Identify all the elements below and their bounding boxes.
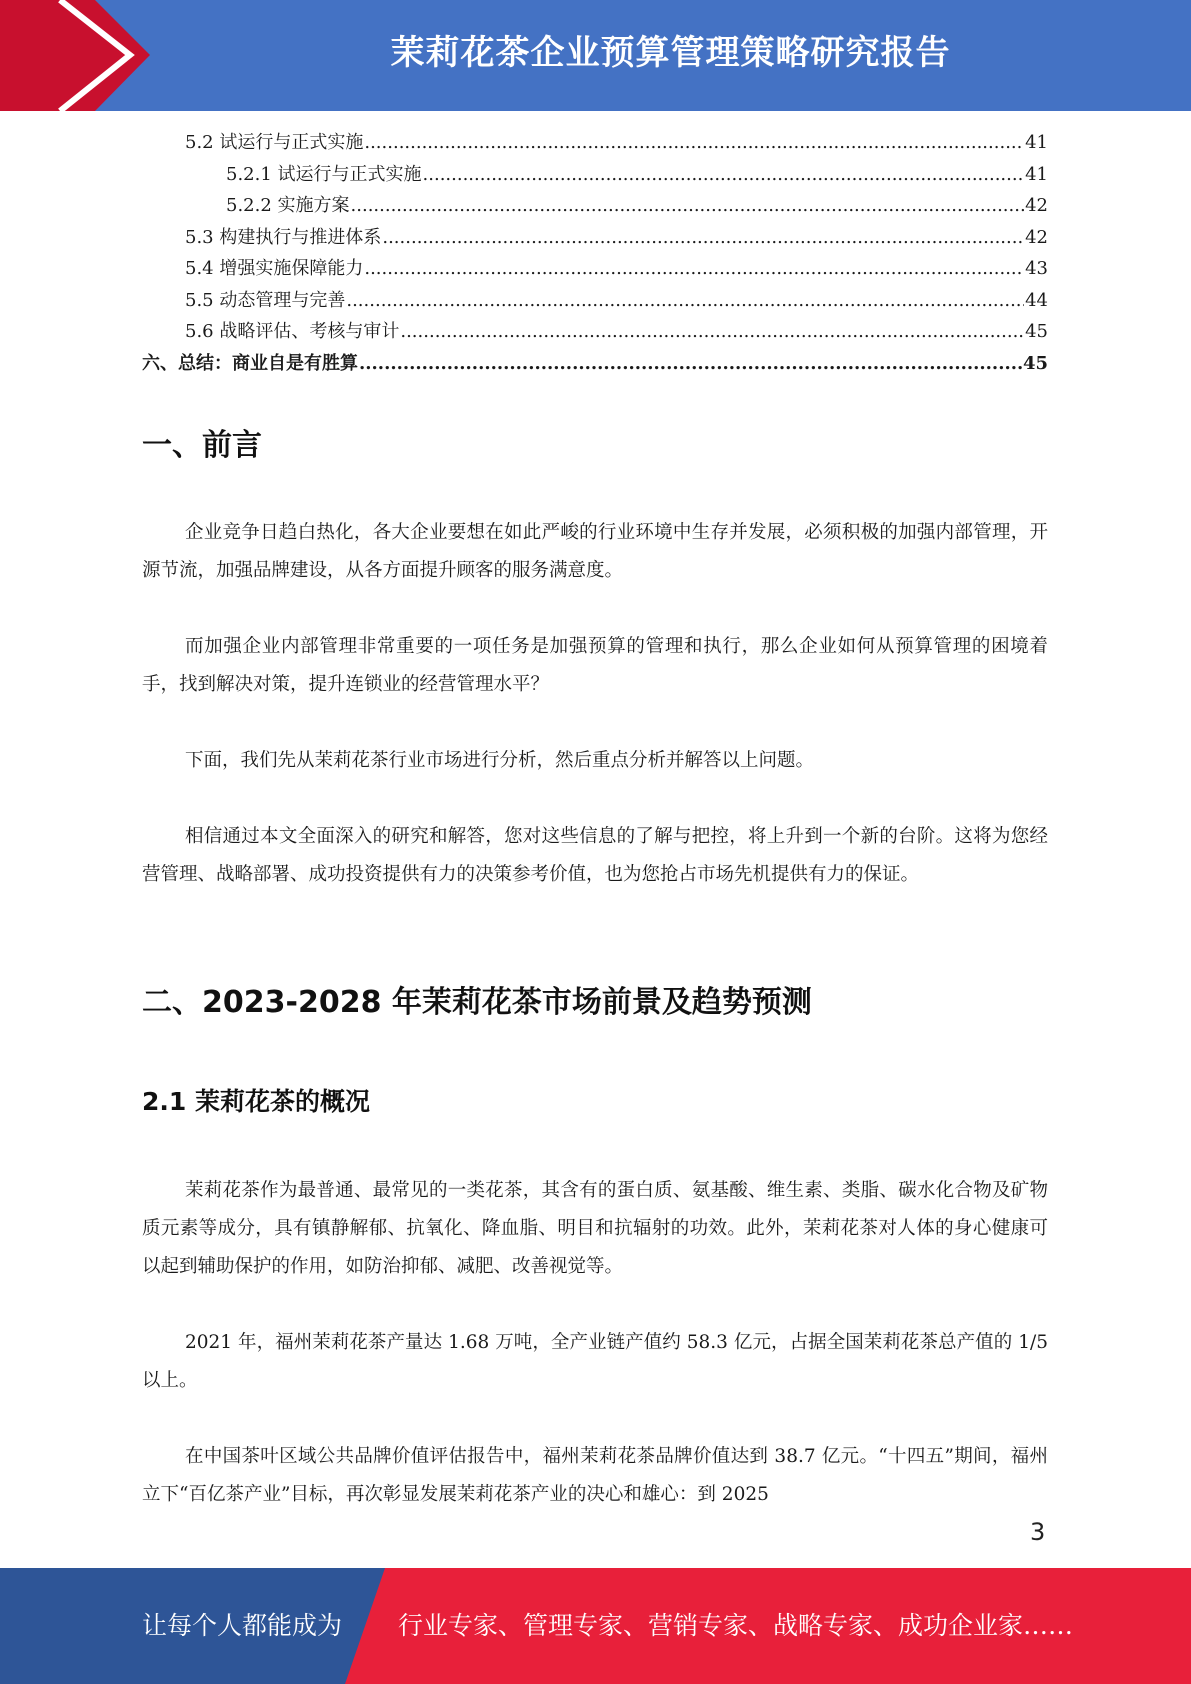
toc-entry-text: 5.2.1 试运行与正式实施 xyxy=(226,163,422,185)
toc-entry-text: 5.5 动态管理与完善 xyxy=(185,289,346,311)
paragraph: 茉莉花茶作为最普通、最常见的一类花茶，其含有的蛋白质、氨基酸、维生素、类脂、碳水化合物及矿物质元素等成分，具有镇静解郁、抗氧化、降血脂、明目和抗辐射的功效。此外，茉莉花茶对人体的身心健康可以起到辅助保护的作用，如防治抑郁、减肥、改善视觉等。 xyxy=(142,1180,1048,1277)
toc-entry-page: 42 xyxy=(1025,226,1048,248)
toc-entry[interactable] xyxy=(142,191,1048,223)
toc-entry-page: 45 xyxy=(1022,352,1048,374)
toc-entry[interactable] xyxy=(142,160,1048,192)
toc-entry-page: 42 xyxy=(1025,195,1048,216)
header-arrow-decoration xyxy=(0,0,150,111)
toc-entry-text: 5.6 战略评估、考核与审计 xyxy=(185,321,400,342)
toc-entry[interactable] xyxy=(142,223,1048,255)
header-title: 茉莉花茶企业预算管理策略研究报告 xyxy=(390,33,951,73)
toc-entry-text: 5.3 构建执行与推进体系 xyxy=(185,226,382,248)
section-heading-market-forecast: 二、2023-2028 年茉莉花茶市场前景及趋势预测 xyxy=(142,985,812,1020)
paragraph: 2021 年，福州茉莉花茶产量达 1.68 万吨，全产业链产值约 58.3 亿元，占据全国茉莉花茶总产值的 1/5 以上。 xyxy=(142,1332,1048,1391)
toc-leader-dots xyxy=(400,321,1024,342)
toc-leader-dots xyxy=(423,164,1025,185)
table-of-contents xyxy=(142,128,1048,380)
page-number: 3 xyxy=(1030,1518,1046,1546)
paragraph: 下面，我们先从茉莉花茶行业市场进行分析，然后重点分析并解答以上问题。 xyxy=(185,750,815,771)
toc-leader-dots xyxy=(351,195,1025,216)
toc-entry-page: 44 xyxy=(1025,289,1048,311)
toc-leader-dots xyxy=(364,132,1024,153)
toc-entry[interactable] xyxy=(142,349,1048,381)
toc-entry-page: 41 xyxy=(1025,163,1048,185)
toc-entry[interactable] xyxy=(142,317,1048,349)
toc-leader-dots xyxy=(382,227,1024,248)
section-heading-preface: 一、前言 xyxy=(142,428,262,463)
toc-entry-page: 45 xyxy=(1025,321,1048,342)
toc-entry[interactable] xyxy=(142,128,1048,160)
page-header xyxy=(0,0,1191,111)
toc-leader-dots xyxy=(346,290,1024,311)
footer-slogan-left: 让每个人都能成为 xyxy=(142,1611,343,1640)
toc-leader-dots xyxy=(364,258,1024,279)
toc-entry-text: 六、总结：商业自是有胜算 xyxy=(142,352,358,374)
toc-entry[interactable] xyxy=(142,254,1048,286)
toc-entry-text: 5.2.2 实施方案 xyxy=(226,195,350,216)
page-footer xyxy=(0,1568,1191,1684)
toc-entry[interactable] xyxy=(142,286,1048,318)
toc-entry-text: 5.4 增强实施保障能力 xyxy=(185,258,364,279)
footer-slogan-right: 行业专家、管理专家、营销专家、战略专家、成功企业家…… xyxy=(398,1611,1074,1640)
paragraph: 而加强企业内部管理非常重要的一项任务是加强预算的管理和执行，那么企业如何从预算管理的困境着手，找到解决对策，提升连锁业的经营管理水平？ xyxy=(142,636,1048,695)
toc-entry-text: 5.2 试运行与正式实施 xyxy=(185,132,364,153)
toc-entry-page: 43 xyxy=(1025,258,1048,279)
subsection-heading-overview: 2.1 茉莉花茶的概况 xyxy=(142,1087,370,1116)
paragraph: 在中国茶叶区域公共品牌价值评估报告中，福州茉莉花茶品牌价值达到 38.7 亿元。“十四五”期间，福州立下“百亿茶产业”目标，再次彰显发展茉莉花茶产业的决心和雄心：到 2025 xyxy=(142,1446,1048,1505)
toc-entry-page: 41 xyxy=(1025,132,1048,153)
toc-leader-dots xyxy=(359,353,1022,374)
paragraph: 企业竞争日趋白热化，各大企业要想在如此严峻的行业环境中生存并发展，必须积极的加强内部管理，开源节流，加强品牌建设，从各方面提升顾客的服务满意度。 xyxy=(142,522,1048,581)
paragraph: 相信通过本文全面深入的研究和解答，您对这些信息的了解与把控，将上升到一个新的台阶。这将为您经营管理、战略部署、成功投资提供有力的决策参考价值，也为您抢占市场先机提供有力的保证。 xyxy=(142,826,1048,885)
